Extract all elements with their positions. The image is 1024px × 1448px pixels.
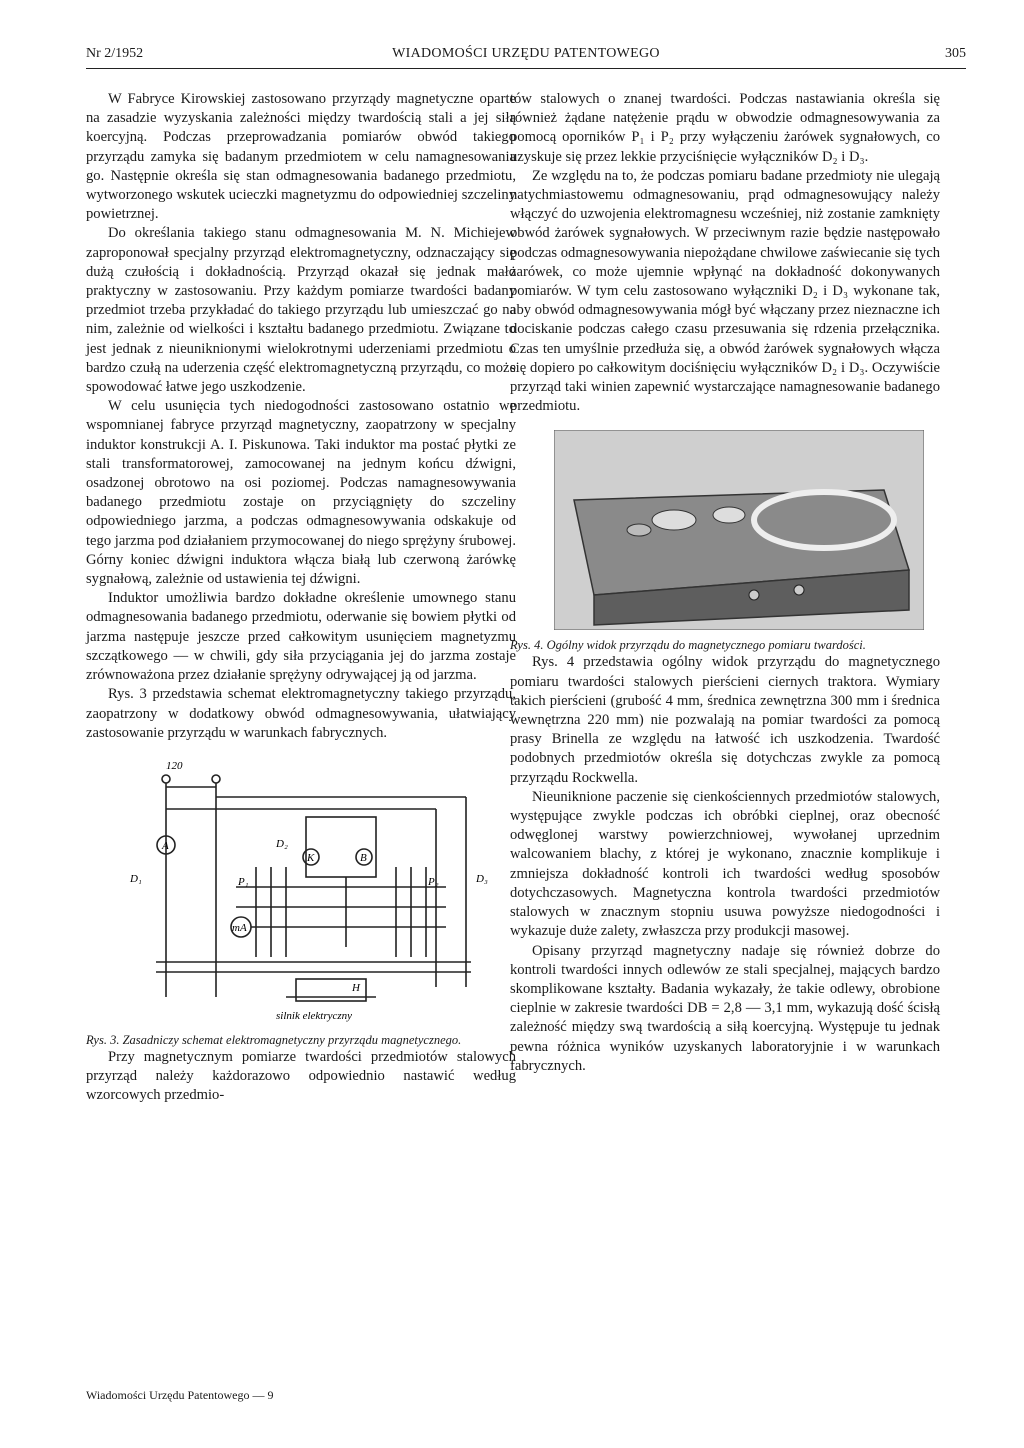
- paragraph: Do określania takiego stanu odmagnesowania M. N. Michiejew zaproponował specjalny przyrząd elektromagnetyczny, odznaczający się dużą czułością i dokładnością. Przyrząd okazał się jednak mało praktyczny w zastosowaniu. Przy każdym pomiarze twardości badany przedmiot trzeba przykładać do takiego przyrządu lub umieszczać go na nim, zależnie od wielkości i kształtu badanego przedmiotu. Związane to jest jednak z nieuniknionymi wielokrotnymi uderzeniami przedmiotu o bardzo czułą na uderzenia część elektromagnetyczną przyrządu, co może spowodować łatwe jego uszkodzenie.: [86, 225, 516, 396]
- motor-label: silnik elektryczny: [276, 1009, 353, 1022]
- issue-number: Nr 2/1952: [86, 46, 144, 61]
- paragraph: W Fabryce Kirowskiej zastosowano przyrządy magnetyczne oparte na zasadzie wyzyskania zależności między twardością stali a jej siłą koercyjną. Podczas przeprowadzania pomiarów obwód takiego przyrządu zamyka się badanym przedmiotem w celu namagnesowania go. Następnie określa się stan odmagnesowania badanego przedmiotu, wytworzonego wskutek ucieczki magnetyzmu do odpowiedniej szczeliny powietrznej.: [86, 91, 516, 223]
- switch-d2-label: D₂: [276, 837, 288, 850]
- paragraph: W celu usunięcia tych niedogodności zastosowano ostatnio we wspomnianej fabryce przyrząd magnetyczny, zaopatrzony w specjalny induktor konstrukcji A. I. Piskunowa. Taki induktor ma postać płytki ze stali transformatorowej, zamocowanej na jednym końcu dźwigni, osadzonej obrotowo na osi poziomej. Podczas namagnesowywania badanego przedmiotu zostaje on przyciągnięty do szczeliny odpowiedniego jarzma, a podczas odmagnesowywania odskakuje od tego jarzma pod działaniem przymocowanej do niego sprężyny śrubowej. Górny koniec dźwigni induktora włącza białą lub czerwoną żarówkę sygnałową, zależnie od ustawienia tej dźwigni.: [86, 398, 516, 588]
- instrument-photo: [554, 430, 924, 630]
- lamp-b-label: B: [360, 851, 367, 864]
- journal-title: WIADOMOŚCI URZĘDU PATENTOWEGO: [392, 46, 660, 61]
- paragraph: Rys. 4 przedstawia ogólny widok przyrządu do magnetycznego pomiaru twardości stalowych pierścieni ciernych traktora. Wymiary takich pierścieni (grubość 4 mm, średnica zewnętrzna 300 mm i średnica wewnętrzna 220 mm) nie pozwalają na pomiar twardości za pomocą prasy Brinella ze względu na łatwość ich uszkodzenia. Twardość podobnych przedmiotów określa się dotychczas zwykle za pomocą przyrządu Rockwella.: [510, 654, 940, 786]
- circuit-schematic: [126, 757, 506, 1027]
- figure-3-caption: Rys. 3. Zasadniczy schemat elektromagnetyczny przyrządu magnetycznego.: [86, 1032, 462, 1047]
- running-header: [86, 44, 966, 69]
- switch-d3-label: D₃: [476, 872, 488, 885]
- switch-d1-label: D₁: [130, 872, 142, 885]
- paragraph: Rys. 3 przedstawia schemat elektromagnetyczny takiego przyrządu, zaopatrzony w dodatkowy obwód odmagnesowywania, ułatwiający zastosowanie przyrządu w warunkach fabrycznych.: [86, 686, 516, 741]
- page-footer: Wiadomości Urzędu Patentowego — 9: [86, 1388, 274, 1402]
- resistor-p2-label: P₂: [428, 875, 439, 888]
- figure-4-caption: Rys. 4. Ogólny widok przyrządu do magnetycznego pomiaru twardości.: [510, 638, 866, 653]
- figure-3-circuit-diagram: [126, 757, 506, 1027]
- voltage-label: 120: [166, 759, 183, 772]
- magnet-h-label: H: [352, 981, 360, 994]
- paragraph: Opisany przyrząd magnetyczny nadaje się również dobrze do kontroli twardości innych odlewów ze stali specjalnej, mających bardzo skomplikowane kształty. Badania wykazały, że takie odlewy, obrobione cieplnie w zakresie twardości DB = 2,8 — 3,1 mm, wykazują dość ścisłą zależność między swą twardością a siłą koercyjną. Występuje tu jednak pewna różnica wyników uzyskanych laboratoryjnie i w warunkach fabrycznych.: [510, 942, 940, 1074]
- paragraph: Przy magnetycznym pomiarze twardości przedmiotów stalowych przyrząd należy każdorazowo odpowiednio nastawić według wzorcowych przedmio-: [86, 1048, 516, 1104]
- paragraph: Induktor umożliwia bardzo dokładne określenie umownego stanu odmagnesowania badanego przedmiotu, oderwanie się bowiem płytki od jarzma następuje jeszcze przed całkowitym usunięciem magnetyzmu szczątkowego — w chwili, gdy siła przyciągania jej do jarzma zostaje zrównoważona przez działanie sprężyny odrywającej ją od jarzma.: [86, 590, 516, 684]
- figure-4-photo: [554, 430, 924, 630]
- milliammeter-label: mA: [232, 921, 247, 934]
- lamp-k-label: K: [307, 851, 315, 864]
- paragraph: tów stalowych o znanej twardości. Podczas nastawiania określa się również żądane natężenie prądu w obwodzie odmagnesowywania za pomocą oporników P₁ i P₂ przy wyłączeniu żarówek sygnałowych, co uzyskuje się przez lekkie przyciśnięcie wyłączników D₂ i D₃.: [510, 91, 940, 165]
- ammeter-label: A: [162, 839, 169, 852]
- paragraph: Ze względu na to, że podczas pomiaru badane przedmioty nie ulegają natychmiastowemu odmagnesowaniu, prąd odmagnesowujący należy włączyć do uzwojenia elektromagnesu wcześniej, niż zostanie zamknięty obwód żarówek sygnałowych. W przeciwnym razie będzie następowało podczas odmagnesowywania niepożądane chwilowe zaświecanie się tych żarówek, co może ujemnie wpłynąć na dokładność dokonywanych pomiarów. W tym celu zastosowano wyłączniki D₂ i D₃ wykonane tak, aby obwód odmagnesowywania mógł być włączany przez nieznaczne ich dociskanie podczas całego czasu przesuwania się rdzenia przełącznika. Czas ten umyślnie przedłuża się, a obwód żarówek sygnałowych włącza się dopiero po całkowitym dociśnięciu wyłączników D₂ i D₃. Oczywiście przyrząd taki winien zapewnić wystarczające namagnesowanie badanego przedmiotu.: [510, 167, 940, 415]
- resistor-p1-label: P₁: [238, 875, 249, 888]
- right-column: [510, 90, 940, 1076]
- paragraph: Nieuniknione paczenie się cienkościennych przedmiotów stalowych, występujące zwykle podczas ich obróbki cieplnej, oraz obecność odwęglonej warstwy powierzchniowej, wywołanej uprzednim walcowaniem blachy, z której je wykonano, znacznie komplikuje i zmniejsza dokładność kontroli ich twardości według sposobów dotychczasowych. Magnetyczna kontrola twardości przedmiotów stalowych w znacznym stopniu usuwa powyższe niedogodności i wykazuje duże zalety, zwłaszcza przy produkcji masowej.: [510, 788, 940, 940]
- page-number: 305: [945, 46, 966, 61]
- left-column: [86, 90, 516, 1106]
